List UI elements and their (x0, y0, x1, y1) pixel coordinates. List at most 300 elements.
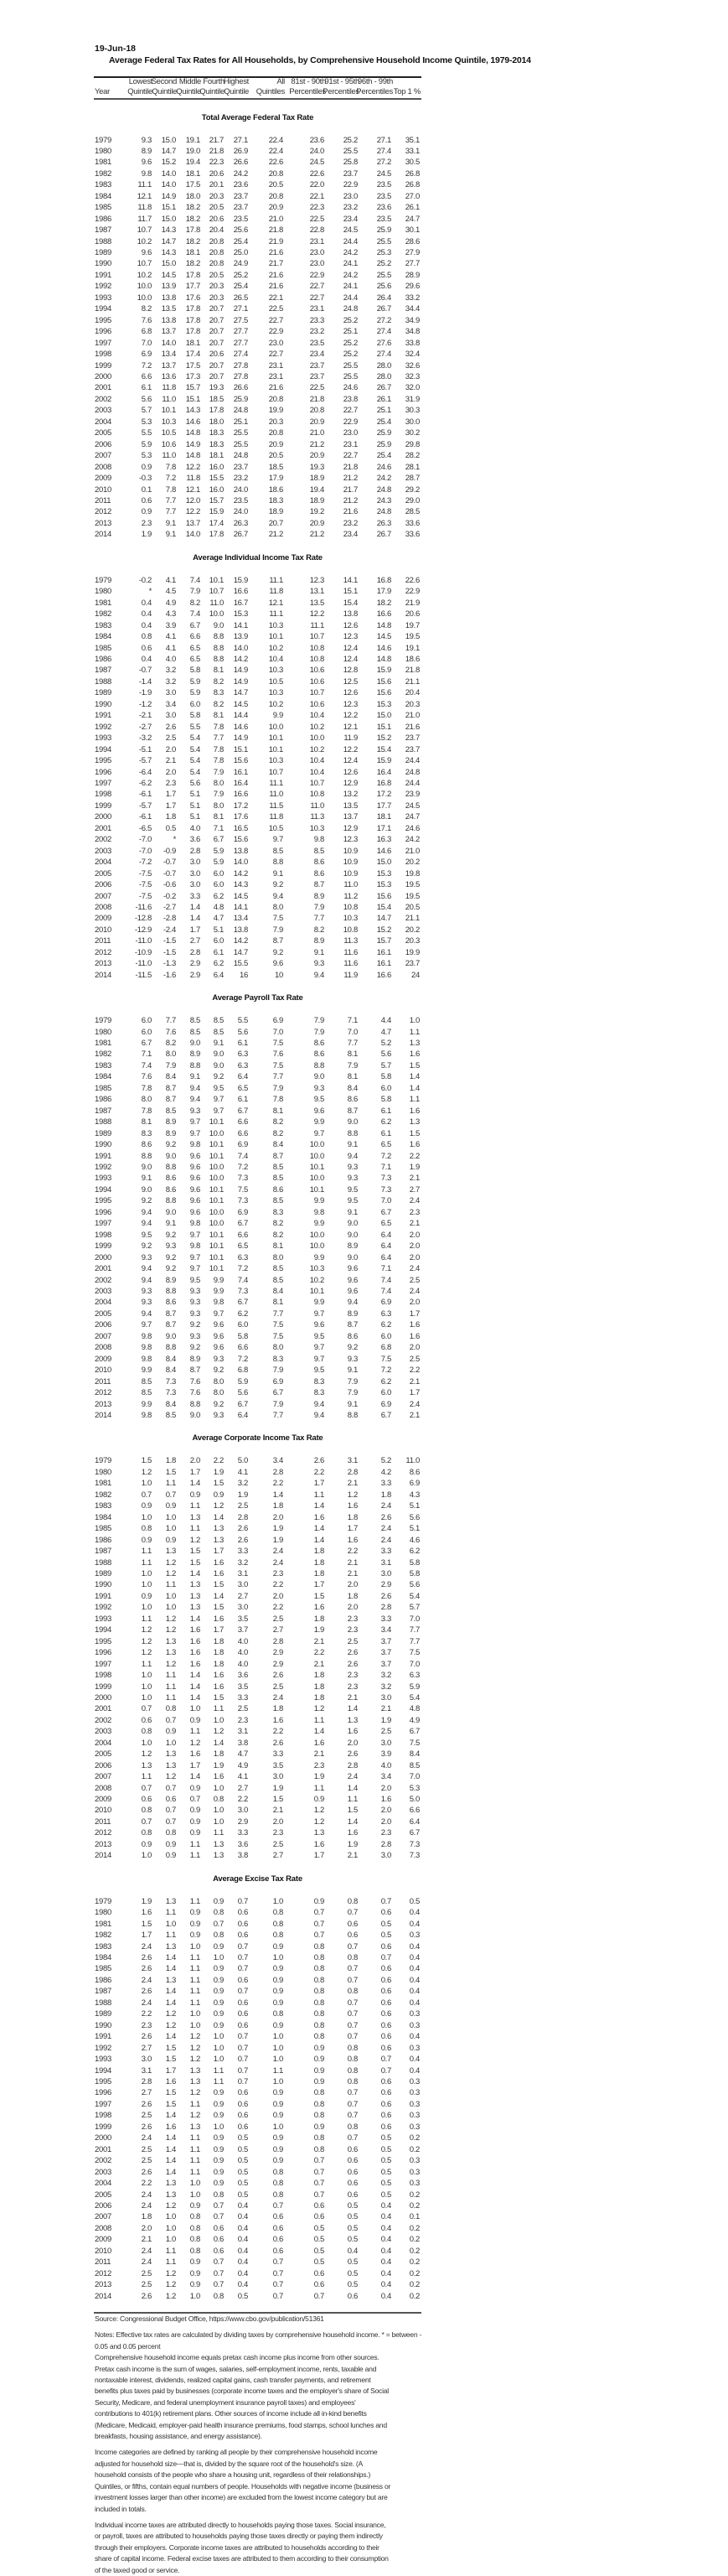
cell-p81-90: 9.6 (313, 1106, 324, 1116)
cell-top1: 4.8 (409, 1704, 420, 1714)
cell-top1: 24.8 (405, 767, 420, 777)
cell-top1: 5.1 (409, 1524, 420, 1534)
cell-p96-99: 3.7 (380, 1659, 391, 1669)
cell-second: 0.9 (165, 1535, 176, 1545)
row-year: 1987 (95, 225, 111, 236)
table-row (94, 146, 421, 157)
cell-p96-99: 7.1 (380, 1264, 391, 1274)
cell-second: 1.4 (165, 2167, 176, 2177)
cell-p81-90: 22.5 (309, 214, 324, 224)
cell-p96-99: 28.0 (376, 360, 391, 371)
cell-lowest: 2.6 (141, 2099, 152, 2109)
table-row (94, 1670, 421, 1681)
table-row (94, 710, 421, 721)
cell-p96-99: 3.4 (380, 1772, 391, 1782)
cell-second: 1.6 (165, 2077, 176, 2086)
cell-p91-95: 0.8 (347, 1987, 358, 1997)
cell-fourth: 20.6 (209, 168, 224, 179)
cell-all: 22.4 (268, 135, 283, 145)
cell-second: -0.7 (163, 858, 176, 868)
cell-lowest: 9.8 (141, 1354, 152, 1364)
cell-lowest: 6.0 (141, 1016, 152, 1026)
cell-fourth: 1.6 (213, 1772, 224, 1782)
cell-second: 2.1 (165, 756, 176, 766)
cell-p81-90: 2.2 (313, 1648, 324, 1658)
cell-p96-99: 27.2 (376, 158, 391, 168)
cell-lowest: 9.6 (141, 248, 152, 258)
cell-all: 10.1 (268, 733, 283, 744)
cell-p81-90: 0.8 (313, 1975, 324, 1985)
cell-highest: 0.4 (237, 2246, 248, 2256)
cell-top1: 27.9 (405, 248, 420, 258)
cell-p96-99: 0.4 (380, 2212, 391, 2222)
cell-fourth: 18.0 (209, 417, 224, 427)
cell-p81-90: 10.3 (309, 823, 324, 833)
cell-lowest: -7.5 (138, 868, 152, 879)
cell-p96-99: 5.6 (380, 1050, 391, 1060)
cell-p81-90: 10.6 (309, 676, 324, 687)
cell-fourth: 1.7 (213, 1547, 224, 1557)
cell-fourth: 11.0 (209, 598, 224, 608)
cell-highest: 4.0 (237, 1636, 248, 1646)
cell-p91-95: 12.9 (343, 823, 358, 833)
cell-p96-99: 0.5 (380, 1919, 391, 1929)
cell-lowest: 0.9 (141, 1501, 152, 1511)
cell-lowest: 6.1 (141, 383, 152, 393)
cell-middle: 1.3 (189, 1512, 200, 1522)
cell-p81-90: 1.8 (313, 1614, 324, 1624)
row-year: 2014 (95, 1851, 111, 1861)
table-row (94, 586, 421, 597)
cell-middle: 19.1 (185, 135, 200, 145)
cell-fourth: 1.8 (213, 1749, 224, 1760)
cell-highest: 25.5 (233, 428, 248, 438)
cell-highest: 14.0 (233, 643, 248, 653)
cell-second: 4.1 (165, 632, 176, 642)
cell-all: 21.6 (268, 282, 283, 292)
cell-top1: 31.9 (405, 394, 420, 404)
cell-p91-95: 10.9 (343, 858, 358, 868)
cell-p96-99: 4.7 (380, 1027, 391, 1037)
cell-p96-99: 15.9 (376, 666, 391, 676)
cell-middle: 9.5 (189, 1275, 200, 1285)
cell-lowest: 2.3 (141, 2020, 152, 2030)
cell-highest: 0.7 (237, 2032, 248, 2042)
cell-fourth: 7.8 (213, 756, 224, 766)
row-year: 2005 (95, 2190, 111, 2200)
cell-p81-90: 9.5 (313, 1331, 324, 1341)
cell-all: 0.7 (272, 2268, 283, 2278)
cell-all: 21.9 (268, 236, 283, 246)
cell-all: 6.7 (272, 1388, 283, 1398)
cell-middle: 13.7 (185, 518, 200, 528)
cell-p81-90: 8.9 (313, 891, 324, 901)
cell-p81-90: 0.7 (313, 2179, 324, 2189)
cell-highest: 3.0 (237, 1603, 248, 1613)
row-year: 1996 (95, 1648, 111, 1658)
cell-middle: 17.8 (185, 327, 200, 337)
cell-top1: 29.0 (405, 496, 420, 505)
cell-p81-90: 1.1 (313, 1783, 324, 1793)
cell-lowest: 2.4 (141, 1998, 152, 2008)
cell-all: 0.8 (272, 2009, 283, 2019)
cell-p96-99: 24.2 (376, 474, 391, 484)
cell-middle: 15.1 (185, 394, 200, 404)
cell-fourth: 20.6 (209, 214, 224, 224)
cell-middle: 1.0 (189, 2190, 200, 2200)
cell-p91-95: 2.1 (347, 1692, 358, 1703)
cell-highest: 6.5 (237, 1241, 248, 1252)
cell-top1: 28.6 (405, 236, 420, 246)
cell-p96-99: 16.1 (376, 959, 391, 969)
row-year: 2011 (95, 496, 111, 505)
cell-fourth: 20.5 (209, 203, 224, 213)
cell-lowest: 0.4 (141, 609, 152, 619)
cell-p91-95: 2.6 (347, 1659, 358, 1669)
cell-p96-99: 0.5 (380, 2167, 391, 2177)
cell-p96-99: 15.0 (376, 711, 391, 721)
row-year: 2002 (95, 1715, 111, 1725)
table-section (94, 1868, 421, 2302)
cell-p96-99: 6.5 (380, 1140, 391, 1150)
cell-p81-90: 21.8 (309, 394, 324, 404)
cell-top1: 1.4 (409, 1083, 420, 1093)
cell-lowest: -6.4 (138, 767, 152, 777)
table-row (94, 2133, 421, 2143)
cell-lowest: 10.7 (137, 225, 152, 236)
row-year: 1979 (95, 575, 111, 585)
cell-top1: 0.4 (409, 1987, 420, 1997)
cell-p91-95: 0.7 (347, 1941, 358, 1951)
cell-middle: 1.2 (189, 2111, 200, 2121)
cell-highest: 0.7 (237, 1953, 248, 1963)
cell-second: 1.2 (165, 1625, 176, 1635)
cell-all: 1.1 (272, 2065, 283, 2076)
cell-middle: 1.6 (189, 1749, 200, 1760)
cell-p91-95: 9.6 (347, 1275, 358, 1285)
cell-all: 20.5 (268, 451, 283, 461)
cell-p96-99: 16.3 (376, 835, 391, 845)
cell-top1: 28.1 (405, 462, 420, 472)
cell-fourth: 9.9 (213, 1275, 224, 1285)
cell-p91-95: 12.3 (343, 699, 358, 709)
cell-p96-99: 16.8 (376, 575, 391, 585)
cell-top1: 28.7 (405, 474, 420, 484)
cell-top1: 0.4 (409, 1964, 420, 1974)
cell-p91-95: 24.4 (343, 236, 358, 246)
cell-fourth: 0.9 (213, 2020, 224, 2030)
cell-highest: 6.0 (237, 1320, 248, 1330)
cell-fourth: 0.9 (213, 2088, 224, 2098)
cell-p91-95: 7.0 (347, 1027, 358, 1037)
row-year: 2007 (95, 451, 111, 461)
cell-p81-90: 22.7 (309, 282, 324, 292)
row-year: 2007 (95, 891, 111, 901)
table-row (94, 135, 421, 146)
table-row (94, 1184, 421, 1195)
cell-fourth: 8.2 (213, 699, 224, 709)
row-year: 2013 (95, 2280, 111, 2290)
cell-p91-95: 0.5 (347, 2280, 358, 2290)
cell-all: 8.2 (272, 1117, 283, 1127)
cell-fourth: 0.9 (213, 2167, 224, 2177)
cell-top1: 29.8 (405, 439, 420, 449)
cell-highest: 3.6 (237, 1839, 248, 1849)
cell-top1: 20.3 (405, 936, 420, 946)
cell-all: 2.4 (272, 1692, 283, 1703)
cell-middle: 5.4 (189, 767, 200, 777)
column-header-top1: Top 1 % (393, 87, 421, 96)
table-row (94, 303, 421, 314)
cell-p91-95: 0.8 (347, 2043, 358, 2053)
cell-lowest: 8.8 (141, 1151, 152, 1161)
cell-all: 20.7 (268, 518, 283, 528)
cell-p91-95: 1.3 (347, 1715, 358, 1725)
cell-top1: 2.0 (409, 1230, 420, 1240)
cell-lowest: 1.5 (141, 1919, 152, 1929)
cell-middle: 5.4 (189, 744, 200, 754)
cell-middle: 0.9 (189, 2257, 200, 2268)
row-year: 1995 (95, 1636, 111, 1646)
cell-p96-99: 0.6 (380, 2077, 391, 2086)
cell-highest: 27.7 (233, 338, 248, 348)
row-year: 1982 (95, 168, 111, 179)
cell-p91-95: 23.0 (343, 428, 358, 438)
cell-fourth: 9.6 (213, 1331, 224, 1341)
row-year: 2003 (95, 1727, 111, 1737)
row-year: 2003 (95, 1287, 111, 1296)
cell-top1: 4.3 (409, 1490, 420, 1500)
cell-top1: 23.7 (405, 733, 420, 744)
cell-p81-90: 1.4 (313, 1727, 324, 1737)
cell-all: 2.6 (272, 1738, 283, 1748)
table-row (94, 1365, 421, 1376)
row-year: 2000 (95, 1692, 111, 1703)
cell-p81-90: 1.4 (313, 1501, 324, 1511)
cell-all: 2.5 (272, 1614, 283, 1624)
cell-highest: 6.6 (237, 1128, 248, 1138)
cell-p91-95: 9.4 (347, 1151, 358, 1161)
table-row (94, 518, 421, 529)
cell-second: 1.3 (165, 2179, 176, 2189)
table-row (94, 191, 421, 202)
table-row (94, 1794, 421, 1805)
cell-p96-99: 27.1 (376, 135, 391, 145)
cell-highest: 27.5 (233, 315, 248, 325)
cell-p96-99: 3.3 (380, 1479, 391, 1489)
cell-second: -2.8 (163, 914, 176, 924)
cell-highest: 2.5 (237, 1704, 248, 1714)
cell-all: 22.7 (268, 315, 283, 325)
cell-lowest: 9.8 (141, 1343, 152, 1353)
table-row (94, 1331, 421, 1342)
cell-second: 2.0 (165, 744, 176, 754)
row-year: 2001 (95, 823, 111, 833)
cell-second: 15.0 (161, 259, 176, 269)
cell-lowest: 2.1 (141, 2235, 152, 2245)
cell-all: 21.2 (268, 530, 283, 540)
cell-p96-99: 14.6 (376, 643, 391, 653)
table-row (94, 157, 421, 168)
cell-top1: 1.5 (409, 1128, 420, 1138)
table-row (94, 1275, 421, 1286)
cell-middle: 7.6 (189, 1376, 200, 1386)
table-row (94, 2144, 421, 2155)
cell-middle: 9.3 (189, 1298, 200, 1308)
cell-fourth: 0.9 (213, 1964, 224, 1974)
cell-top1: 4.6 (409, 1535, 420, 1545)
cell-top1: 8.4 (409, 1749, 420, 1760)
table-row (94, 1568, 421, 1579)
cell-fourth: 10.1 (209, 1184, 224, 1195)
cell-all: 8.0 (272, 1343, 283, 1353)
cell-p91-95: 23.7 (343, 168, 358, 179)
cell-p96-99: 6.3 (380, 1309, 391, 1319)
cell-highest: 14.4 (233, 711, 248, 721)
section-title: Average Excise Tax Rate (213, 1874, 302, 1884)
cell-middle: 9.6 (189, 1151, 200, 1161)
cell-middle: 9.1 (189, 1072, 200, 1082)
cell-all: 2.7 (272, 1625, 283, 1635)
cell-top1: 1.6 (409, 1320, 420, 1330)
cell-top1: 0.3 (409, 2009, 420, 2019)
cell-top1: 7.0 (409, 1659, 420, 1669)
row-year: 1989 (95, 1568, 111, 1578)
table-row (94, 1919, 421, 1930)
row-year: 2000 (95, 1252, 111, 1262)
cell-highest: 23.2 (233, 474, 248, 484)
table-row (94, 1579, 421, 1590)
cell-lowest: -7.0 (138, 835, 152, 845)
cell-highest: 6.9 (237, 1140, 248, 1150)
cell-p96-99: 27.6 (376, 338, 391, 348)
row-year: 2000 (95, 372, 111, 382)
cell-p81-90: 7.7 (313, 914, 324, 924)
cell-all: 10.4 (268, 654, 283, 664)
table-row (94, 2211, 421, 2222)
cell-highest: 0.5 (237, 2156, 248, 2166)
row-year: 1997 (95, 2099, 111, 2109)
cell-second: 13.8 (161, 315, 176, 325)
cell-p91-95: 22.9 (343, 417, 358, 427)
cell-p96-99: 0.6 (380, 2032, 391, 2042)
cell-top1: 24.7 (405, 214, 420, 224)
cell-p91-95: 1.6 (347, 1828, 358, 1838)
cell-second: 11.0 (162, 394, 176, 404)
cell-all: 0.8 (272, 2167, 283, 2177)
cell-fourth: 1.4 (213, 1591, 224, 1601)
cell-fourth: 20.3 (209, 282, 224, 292)
cell-top1: 26.8 (405, 168, 420, 179)
cell-second: -0.2 (163, 891, 176, 901)
cell-lowest: 2.6 (141, 2291, 152, 2301)
cell-lowest: 2.6 (141, 1953, 152, 1963)
table-row (94, 428, 421, 438)
cell-all: 9.6 (272, 959, 283, 969)
cell-highest: 27.1 (233, 304, 248, 314)
cell-lowest: 2.4 (141, 2200, 152, 2211)
cell-fourth: 8.8 (213, 654, 224, 664)
cell-p96-99: 16.6 (376, 609, 391, 619)
cell-fourth: 8.0 (213, 1388, 224, 1398)
cell-p81-90: 1.6 (313, 1738, 324, 1748)
table-row (94, 2178, 421, 2189)
cell-p81-90: 0.9 (313, 2043, 324, 2053)
cell-middle: 1.1 (189, 2133, 200, 2143)
cell-p96-99: 2.3 (380, 1828, 391, 1838)
cell-top1: 26.1 (405, 203, 420, 213)
table-row (94, 1625, 421, 1635)
cell-lowest: 1.9 (141, 1896, 152, 1906)
cell-fourth: 1.0 (213, 2032, 224, 2042)
cell-highest: 24.8 (233, 406, 248, 416)
cell-middle: 9.7 (189, 1230, 200, 1240)
cell-second: 10.3 (161, 417, 176, 427)
cell-top1: 20.2 (405, 858, 420, 868)
cell-p96-99: 14.7 (376, 914, 391, 924)
cell-top1: 0.3 (409, 2167, 420, 2177)
cell-all: 22.6 (268, 158, 283, 168)
cell-p91-95: 25.5 (343, 360, 358, 371)
cell-lowest: -7.2 (138, 858, 152, 868)
cell-second: 8.4 (165, 1366, 176, 1376)
cell-lowest: 0.9 (141, 462, 152, 472)
cell-fourth: 18.5 (209, 394, 224, 404)
cell-p81-90: 10.2 (309, 722, 324, 732)
cell-fourth: 10.1 (209, 1151, 224, 1161)
cell-p91-95: 0.8 (347, 2055, 358, 2065)
cell-lowest: -11.5 (135, 970, 152, 980)
cell-lowest: 10.0 (137, 293, 152, 303)
row-year: 1998 (95, 1230, 111, 1240)
row-year: 1999 (95, 360, 111, 371)
cell-highest: 26.6 (233, 158, 248, 168)
cell-p81-90: 1.3 (313, 1828, 324, 1838)
cell-second: 1.5 (165, 2099, 176, 2109)
cell-p96-99: 3.1 (380, 1558, 391, 1568)
cell-middle: 9.0 (189, 1410, 200, 1420)
cell-p81-90: 10.2 (309, 744, 324, 754)
cell-p91-95: 21.7 (343, 485, 358, 495)
cell-fourth: 0.7 (213, 2268, 224, 2278)
cell-middle: 1.6 (189, 1648, 200, 1658)
cell-p81-90: 10.0 (309, 733, 324, 744)
cell-all: 22.7 (268, 350, 283, 360)
table-row (94, 1703, 421, 1714)
cell-fourth: 6.0 (213, 936, 224, 946)
cell-p91-95: 24.4 (343, 293, 358, 303)
cell-p91-95: 2.5 (347, 1636, 358, 1646)
row-year: 2001 (95, 1264, 111, 1274)
cell-top1: 33.1 (405, 146, 420, 156)
cell-p91-95: 8.6 (347, 1331, 358, 1341)
cell-highest: 14.7 (233, 688, 248, 698)
cell-p96-99: 14.5 (376, 632, 391, 642)
cell-highest: 3.1 (237, 1727, 248, 1737)
cell-all: 0.6 (272, 2235, 283, 2245)
cell-fourth: 20.6 (209, 350, 224, 360)
cell-highest: 15.3 (233, 609, 248, 619)
cell-highest: 6.9 (237, 1207, 248, 1217)
cell-p96-99: 15.9 (376, 756, 391, 766)
section-title: Average Payroll Tax Rate (212, 993, 303, 1003)
cell-lowest: 9.1 (141, 1174, 152, 1184)
cell-middle: 1.3 (189, 1603, 200, 1613)
cell-all: 18.3 (268, 496, 283, 505)
cell-p91-95: 21.8 (343, 462, 358, 472)
cell-fourth: 1.0 (213, 1806, 224, 1816)
cell-second: 1.2 (165, 1659, 176, 1669)
